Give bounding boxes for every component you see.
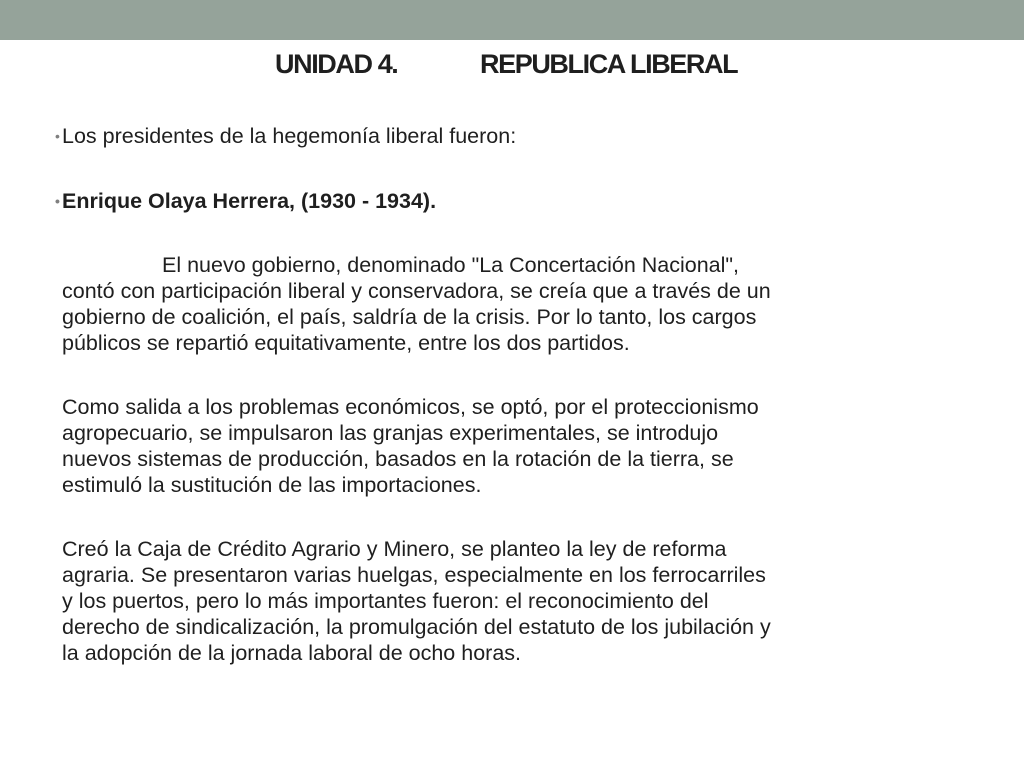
paragraph-line: contó con participación liberal y conservadora, se creía que a través de un: [62, 279, 771, 303]
paragraph-line: El nuevo gobierno, denominado "La Concertación Nacional",: [162, 253, 740, 277]
paragraph-line: públicos se repartió equitativamente, entre los dos partidos.: [62, 331, 630, 355]
paragraph-line: y los puertos, pero lo más importantes fueron: el reconocimiento del: [62, 589, 709, 613]
bullet-item: [55, 188, 437, 214]
bullet-text: Enrique Olaya Herrera, (1930 - 1934).: [62, 189, 437, 213]
paragraph-line: agropecuario, se impulsaron las granjas experimentales, se introdujo: [62, 421, 719, 445]
paragraph-line: nuevos sistemas de producción, basados en la rotación de la tierra, se: [62, 447, 734, 471]
slide-title: [0, 49, 1024, 83]
slide-title-unit: UNIDAD 4.: [275, 49, 398, 79]
paragraph-concertacion: [62, 252, 962, 356]
slide-top-bar: [0, 0, 1024, 40]
bullet-text: Los presidentes de la hegemonía liberal fueron:: [62, 124, 517, 148]
paragraph-line: la adopción de la jornada laboral de ocho horas.: [62, 641, 521, 665]
paragraph-economia: [62, 394, 962, 498]
paragraph-line: agraria. Se presentaron varias huelgas, especialmente en los ferrocarriles: [62, 563, 766, 587]
bullet-dot-icon: •: [55, 193, 60, 209]
bullet-dot-icon: •: [55, 128, 60, 144]
paragraph-line: estimuló la sustitución de las importaciones.: [62, 473, 482, 497]
slide-title-topic: REPUBLICA LIBERAL: [480, 49, 738, 79]
bullet-item: [55, 123, 517, 149]
paragraph-line: Como salida a los problemas económicos, se optó, por el proteccionismo: [62, 395, 759, 419]
paragraph-reformas: [62, 536, 962, 666]
paragraph-line: gobierno de coalición, el país, saldría de la crisis. Por lo tanto, los cargos: [62, 305, 757, 329]
paragraph-line: Creó la Caja de Crédito Agrario y Minero, se planteo la ley de reforma: [62, 537, 727, 561]
paragraph-line: derecho de sindicalización, la promulgación del estatuto de los jubilación y: [62, 615, 771, 639]
